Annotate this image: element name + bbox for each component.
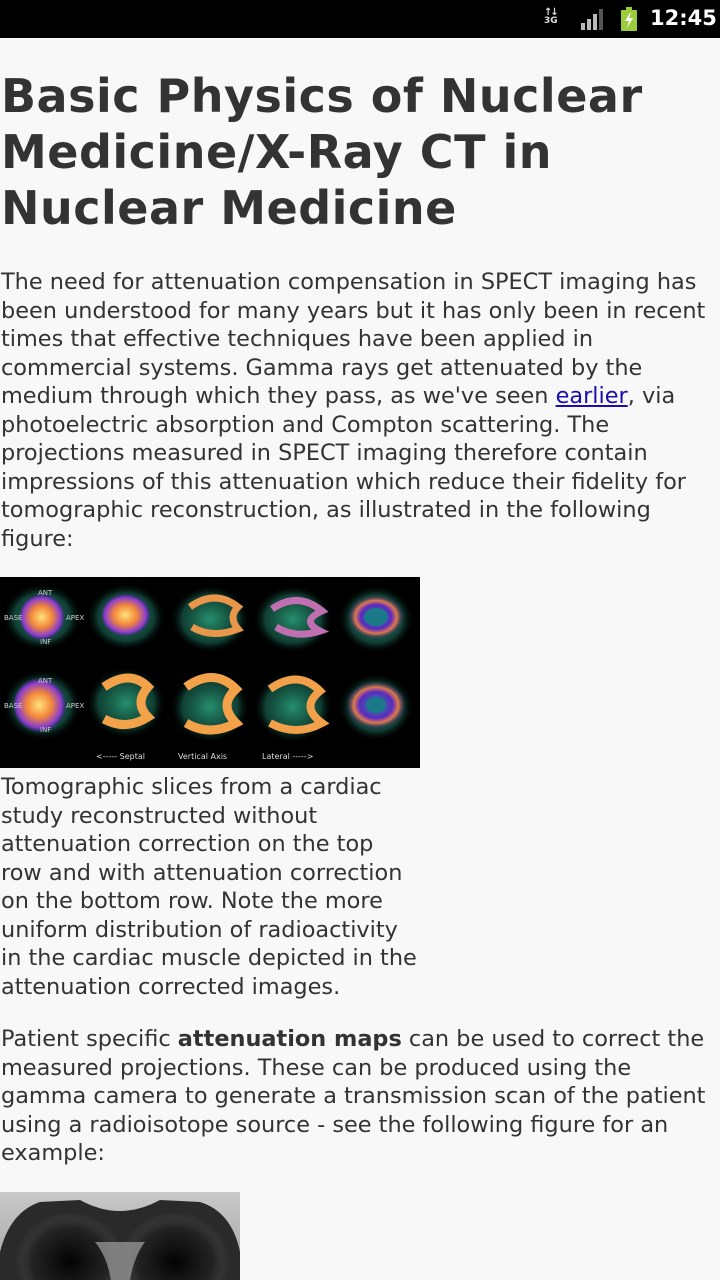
label-apex-top: APEX — [66, 614, 85, 622]
label-base-bottom: BASE — [4, 702, 23, 710]
label-ant-bottom: ANT — [38, 677, 53, 685]
slice-bottom-row — [2, 667, 414, 743]
label-inf-bottom: INF — [40, 726, 52, 734]
transmission-scan-graphic — [0, 1192, 240, 1280]
label-vertical-axis: Vertical Axis — [178, 752, 228, 761]
data-activity-arrows: ↑↓ — [544, 7, 557, 18]
label-apex-bottom: APEX — [66, 702, 85, 710]
bold-term: attenuation maps — [177, 1026, 402, 1052]
earlier-link[interactable]: earlier — [555, 383, 628, 409]
label-inf-top: INF — [40, 638, 52, 646]
slice-top-row — [2, 583, 414, 653]
paragraph-text: Patient specific — [1, 1026, 178, 1052]
paragraph-text: , via photoelectric absorption and Compton scattering. The projections measured in SPECT imaging therefore contain impressions of this attenuation which reduce their fidelity for tomographic reconstruction, as illustrated in the following figure: — [1, 383, 686, 552]
label-base-top: BASE — [4, 614, 23, 622]
label-lateral: Lateral -----> — [262, 752, 314, 761]
paragraph-attenuation-maps — [1, 1025, 716, 1168]
battery-charging-icon — [620, 7, 638, 31]
network-type-label: 3G — [544, 16, 558, 26]
status-clock: 12:45 — [650, 6, 717, 30]
figure1-caption: Tomographic slices from a cardiac study reconstructed without attenuation correction on the top row and with attenuation correction on the bottom row. Note the more uniform distribution of radioactivity in the cardiac muscle depicted in the attenuation corrected images. — [1, 774, 417, 1000]
paragraph-text: The need for attenuation compensation in SPECT imaging has been understood for many years but it has only been in recent times that effective techniques have been applied in commercial systems. Gamma rays get attenuated by the medium through which they pass, as we've seen — [1, 269, 706, 409]
transmission-scan-image — [0, 1192, 240, 1280]
article-content[interactable] — [0, 38, 720, 1280]
cardiac-spect-slices-graphic — [0, 577, 420, 768]
status-bar — [0, 0, 720, 38]
signal-strength-icon — [580, 9, 604, 30]
article-title: Basic Physics of Nuclear Medicine/X-Ray CT in Nuclear Medicine — [1, 69, 643, 235]
network-type-icon — [544, 8, 562, 30]
paragraph-text: can be used to correct the measured projections. These can be produced using the gamma camera to generate a transmission scan of the patient using a radioisotope source - see the following figure for an example: — [1, 1026, 706, 1166]
label-ant-top: ANT — [38, 589, 53, 597]
paragraph-attenuation-intro — [1, 268, 716, 553]
label-septal: <----- Septal — [96, 752, 146, 761]
cardiac-spect-slices-image — [0, 577, 420, 768]
